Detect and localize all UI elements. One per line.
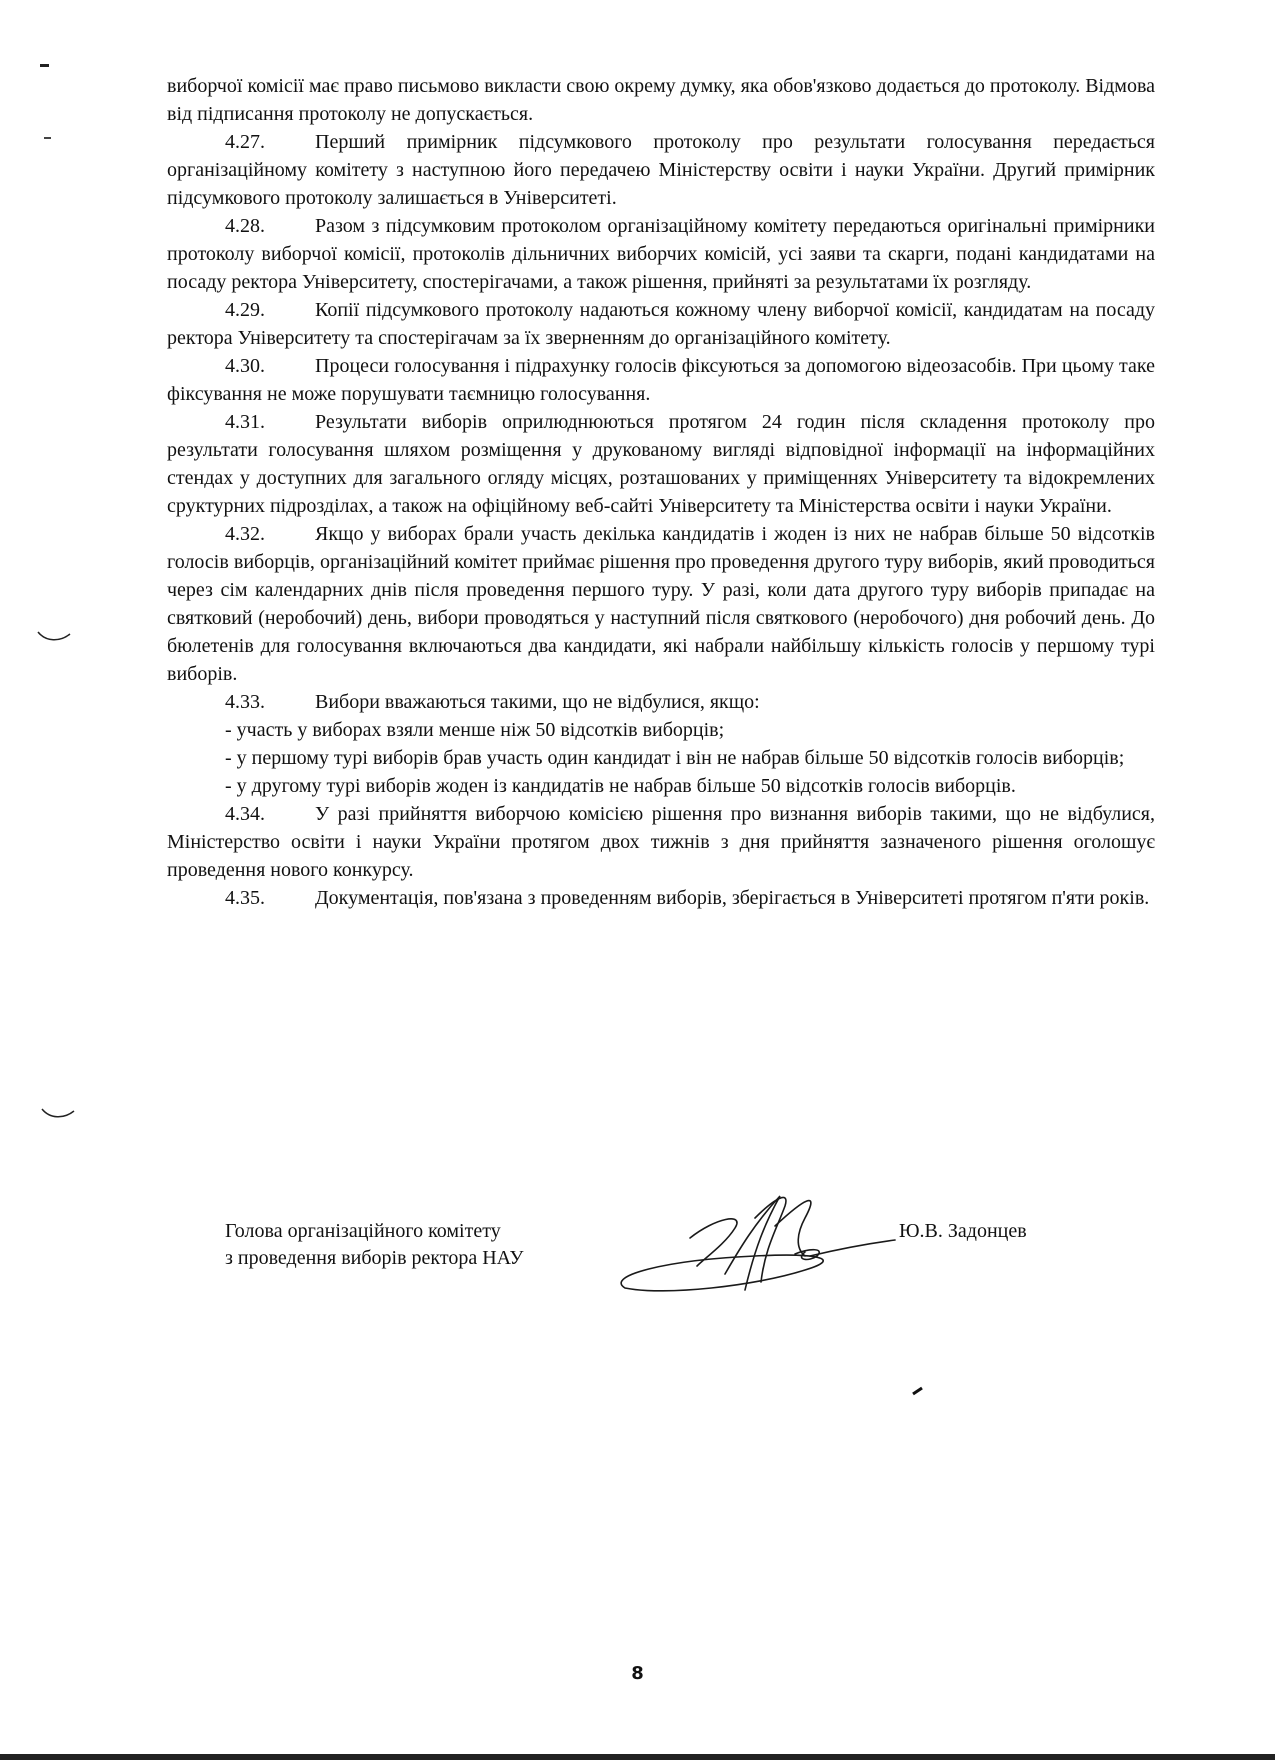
- scan-edge: [0, 1754, 1275, 1760]
- signature-block: [225, 1218, 1155, 1338]
- clause-text: Документація, пов'язана з проведенням виборів, зберігається в Університеті протягом п'яти років.: [315, 887, 1150, 909]
- clause-text: Разом з підсумковим протоколом організаційному комітету передаються оригінальні примірники протоколу виборчої комісії, протоколів дільничних виборчих комісій, усі заяви та скарги, подані кандидатами на посаду ректора Університету, спостерігачами, а також рішення, прийняті за результатами їх розгляду.: [167, 215, 1155, 293]
- signatory-role-line: Голова організаційного комітету: [225, 1220, 501, 1242]
- scan-speck: [912, 1386, 926, 1396]
- list-item: - участь у виборах взяли менше ніж 50 відсотків виборців;: [225, 719, 725, 741]
- scan-speck: [40, 62, 52, 70]
- clause-text: Вибори вважаються такими, що не відбулися, якщо:: [315, 691, 760, 713]
- punch-hole-mark: [40, 1105, 76, 1125]
- clause-number: 4.33.: [225, 691, 265, 713]
- signatory-role-line: з проведення виборів ректора НАУ: [225, 1247, 524, 1269]
- clause-number: 4.30.: [225, 355, 265, 377]
- clause-number: 4.29.: [225, 299, 265, 321]
- paragraph-4-35: [167, 884, 1155, 912]
- clause-text: Результати виборів оприлюднюються протягом 24 годин після складення протоколу про результати голосування шляхом розміщення у друкованому вигляді відповідної інформації на інформаційних стендах у доступних для загального огляду місцях, розташованих у приміщеннях Університету та відокремлених сруктурних підрозділах, а також на офіційному веб-сайті Університету та Міністерства освіти і науки України.: [167, 411, 1155, 517]
- clause-number: 4.32.: [225, 523, 265, 545]
- paragraph-4-29: [167, 296, 1155, 352]
- document-body: [167, 72, 1155, 912]
- clause-text: Копії підсумкового протоколу надаються кожному члену виборчої комісії, кандидатам на посаду ректора Університету та спостерігачам за їх зверненням до організаційного комітету.: [167, 299, 1155, 349]
- paragraph-4-34: [167, 800, 1155, 884]
- signatory-role: [225, 1218, 524, 1272]
- clause-number: 4.34.: [225, 803, 265, 825]
- clause-text: Процеси голосування і підрахунку голосів фіксуються за допомогою відеозасобів. При цьому таке фіксування не може порушувати таємницю голосування.: [167, 355, 1155, 405]
- clause-text: У разі прийняття виборчою комісією рішення про визнання виборів такими, що не відбулися, Міністерство освіти і науки України протягом двох тижнів з дня прийняття зазначеного рішення оголошує проведення нового конкурсу.: [167, 803, 1155, 881]
- paragraph-4-28: [167, 212, 1155, 296]
- clause-text: Перший примірник підсумкового протоколу про результати голосування передається організаційному комітету з наступною його передачею Міністерству освіти і науки України. Другий примірник підсумкового протоколу залишається в Університеті.: [167, 131, 1155, 209]
- paragraph-4-31: [167, 408, 1155, 520]
- scan-speck: [44, 135, 56, 143]
- clause-number: 4.35.: [225, 887, 265, 909]
- clause-number: 4.31.: [225, 411, 265, 433]
- handwritten-signature: [605, 1178, 905, 1318]
- list-item: - у першому турі виборів брав участь один кандидат і він не набрав більше 50 відсотків голосів виборців;: [225, 747, 1125, 769]
- page-number: 8: [631, 1663, 644, 1684]
- clause-text: Якщо у виборах брали участь декілька кандидатів і жоден із них не набрав більше 50 відсотків голосів виборців, організаційний комітет приймає рішення про проведення другого туру виборів, який проводиться через сім календарних днів після проведення першого туру. У разі, коли дата другого туру виборів припадає на святковий (неробочий) день, вибори проводяться у наступний після святкового (неробочого) дня робочий день. До бюлетенів для голосування включаються два кандидати, які набрали найбільшу кількість голосів у першому турі виборів.: [167, 523, 1155, 685]
- signatory-name: Ю.В. Задонцев: [899, 1220, 1027, 1242]
- paragraph-4-33: [167, 688, 1155, 716]
- list-item: - у другому турі виборів жоден із кандидатів не набрав більше 50 відсотків голосів виборців.: [225, 775, 1016, 797]
- punch-hole-mark: [36, 628, 72, 648]
- paragraph-4-32: [167, 520, 1155, 688]
- clause-number: 4.28.: [225, 215, 265, 237]
- paragraph-4-30: [167, 352, 1155, 408]
- clause-number: 4.27.: [225, 131, 265, 153]
- paragraph-4-27: [167, 128, 1155, 212]
- paragraph-continuation: виборчої комісії має право письмово викласти свою окрему думку, яка обов'язково додається до протоколу. Відмова від підписання протоколу не допускається.: [167, 75, 1155, 125]
